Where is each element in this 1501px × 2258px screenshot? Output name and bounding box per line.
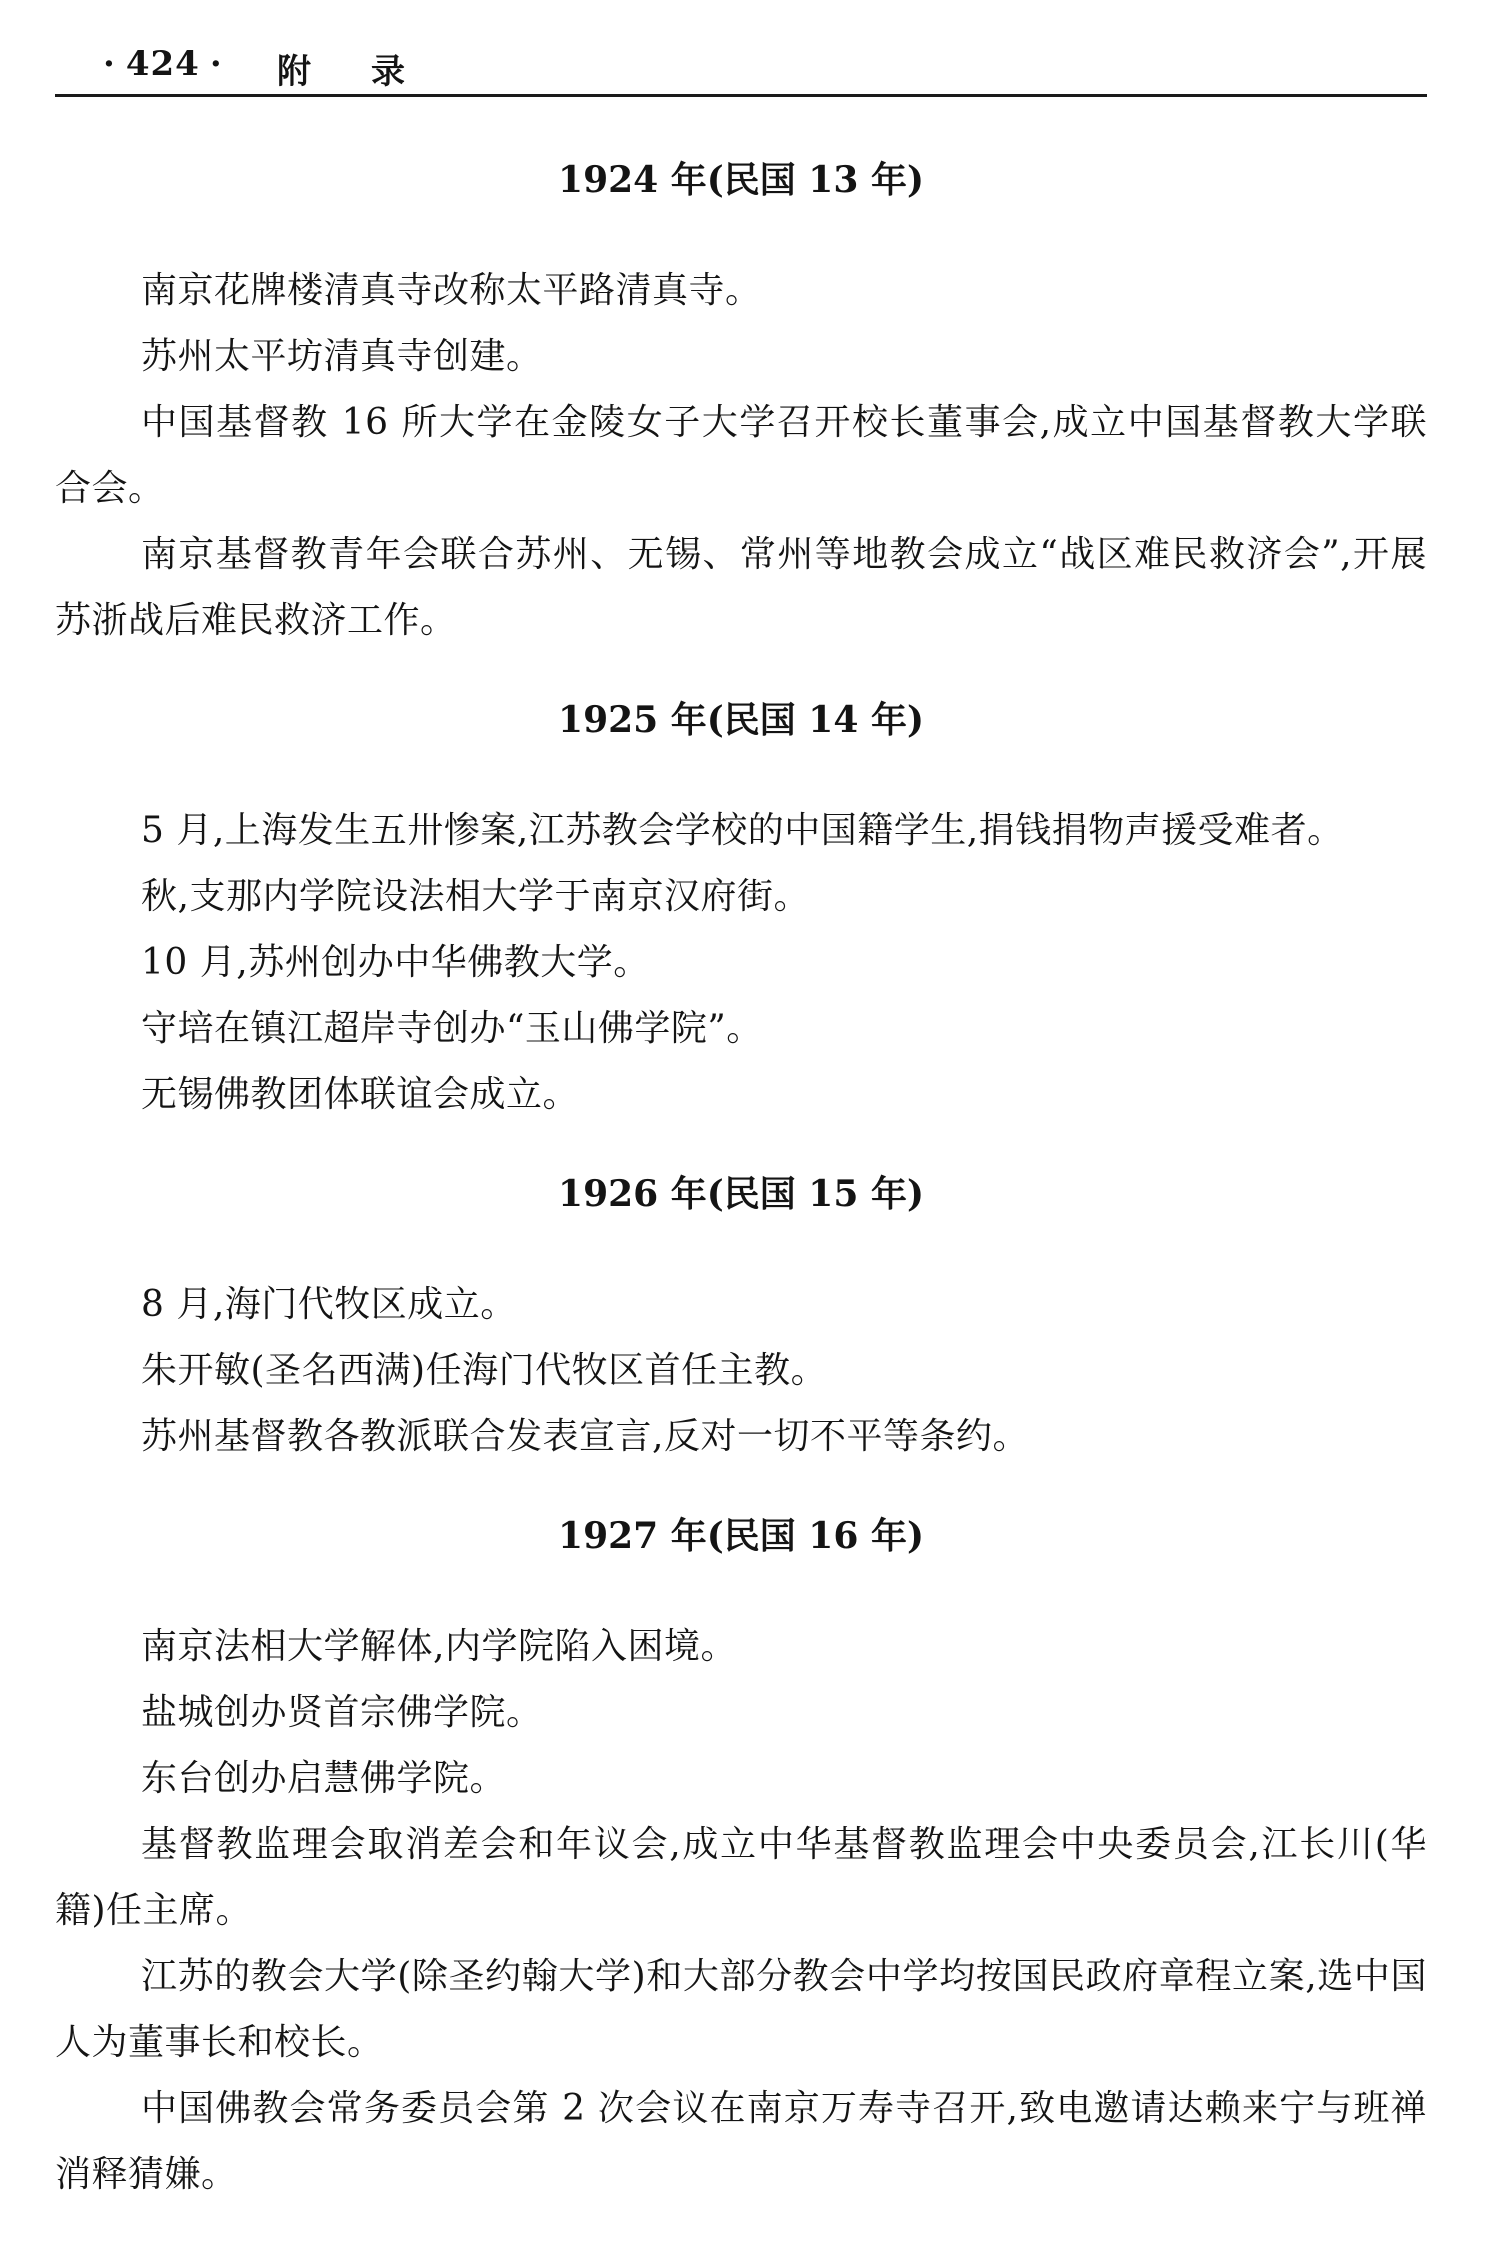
- chronicle-entry: 无锡佛教团体联谊会成立。: [141, 1074, 580, 1115]
- chronicle-entry: 南京基督教青年会联合苏州、无锡、常州等地教会成立“战区难民救济会”,开展苏浙战后难民救济工作。: [55, 534, 1427, 641]
- chronicle-entry: 苏州基督教各教派联合发表宣言,反对一切不平等条约。: [141, 1416, 1029, 1457]
- chronicle-entry: 秋,支那内学院设法相大学于南京汉府街。: [141, 876, 810, 917]
- year-heading: 1926 年(民国 15 年): [558, 1173, 924, 1215]
- page-number: · 424 ·: [103, 44, 223, 84]
- chronicle-entry: 中国基督教 16 所大学在金陵女子大学召开校长董事会,成立中国基督教大学联合会。: [55, 402, 1427, 509]
- header-title: 附录: [277, 52, 465, 92]
- chronicle-entry: 东台创办启慧佛学院。: [141, 1758, 507, 1799]
- chronicle-entry: 8 月,海门代牧区成立。: [141, 1284, 517, 1325]
- running-header: [55, 40, 1427, 97]
- chronicle-entry: 朱开敏(圣名西满)任海门代牧区首任主教。: [141, 1350, 828, 1391]
- page-body: [55, 150, 1427, 2244]
- chronicle-entry: 10 月,苏州创办中华佛教大学。: [141, 942, 650, 983]
- year-section-1927: [55, 1506, 1427, 2208]
- year-heading: 1925 年(民国 14 年): [558, 699, 924, 741]
- chronicle-entry: 江苏的教会大学(除圣约翰大学)和大部分教会中学均按国民政府章程立案,选中国人为董事长和校长。: [55, 1956, 1427, 2063]
- year-section-1924: [55, 150, 1427, 654]
- year-section-1925: [55, 690, 1427, 1128]
- chronicle-entry: 守培在镇江超岸寺创办“玉山佛学院”。: [141, 1008, 763, 1049]
- year-heading: 1924 年(民国 13 年): [558, 159, 924, 201]
- chronicle-entry: 南京花牌楼清真寺改称太平路清真寺。: [141, 270, 762, 311]
- year-section-1926: [55, 1164, 1427, 1470]
- chronicle-entry: 5 月,上海发生五卅惨案,江苏教会学校的中国籍学生,捐钱捐物声援受难者。: [141, 810, 1344, 851]
- chronicle-entry: 盐城创办贤首宗佛学院。: [141, 1692, 543, 1733]
- year-heading: 1927 年(民国 16 年): [558, 1515, 924, 1557]
- chronicle-entry: 南京法相大学解体,内学院陷入困境。: [141, 1626, 737, 1667]
- chronicle-entry: 基督教监理会取消差会和年议会,成立中华基督教监理会中央委员会,江长川(华籍)任主席。: [55, 1824, 1427, 1931]
- chronicle-entry: 中国佛教会常务委员会第 2 次会议在南京万寿寺召开,致电邀请达赖来宁与班禅消释猜嫌。: [55, 2088, 1427, 2195]
- chronicle-entry: 苏州太平坊清真寺创建。: [141, 336, 543, 377]
